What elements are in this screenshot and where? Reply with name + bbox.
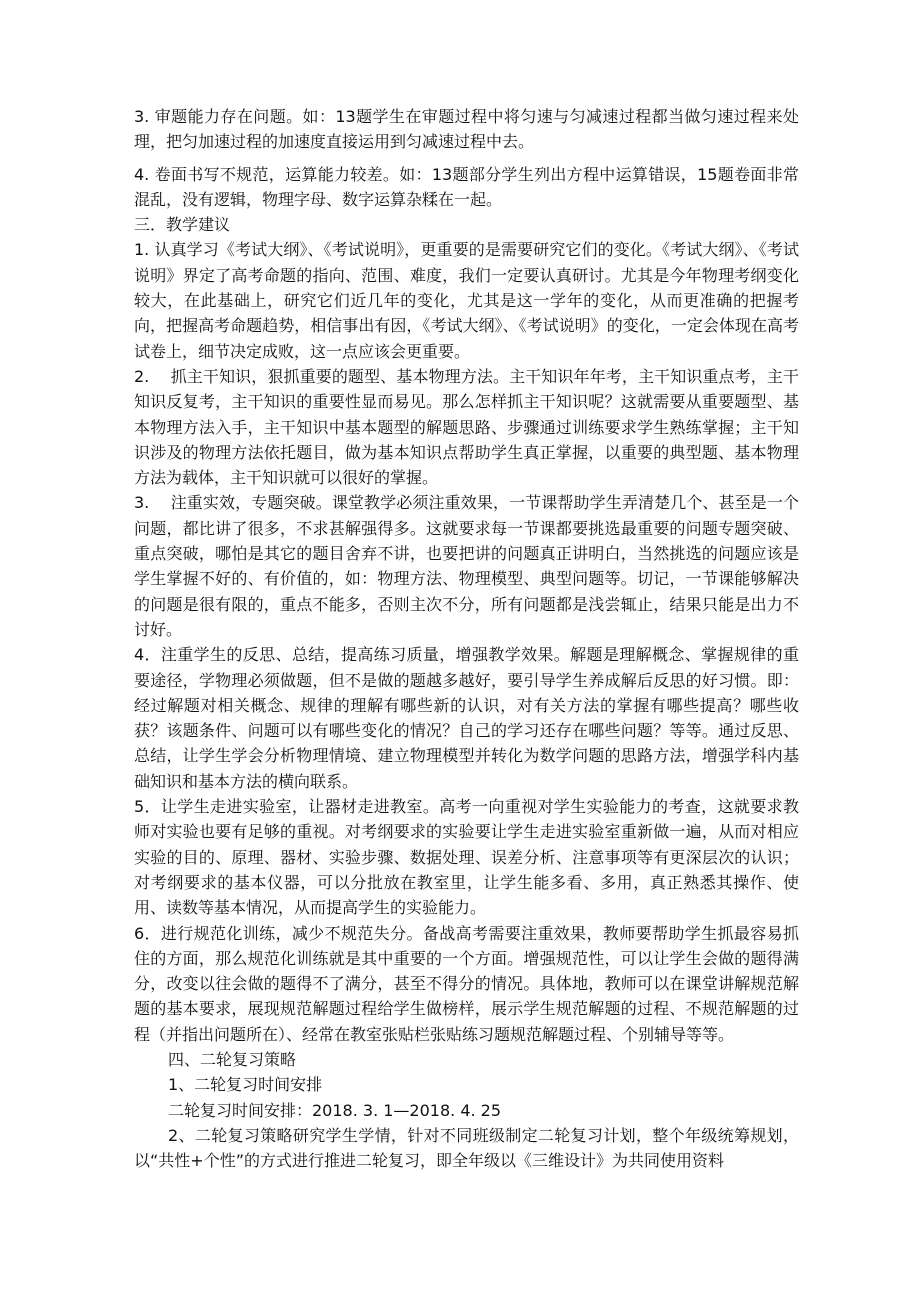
- subsection-1-heading: 1、二轮复习时间安排: [168, 1075, 323, 1095]
- document-page: [134, 104, 799, 1173]
- subsection-2-strategy-paragraph: 2、二轮复习策略研究学生学情，针对不同班级制定二轮复习计划，整个年级统筹规划，以“共性+个性”的方式进行推进二轮复习，即全年级以《三维设计》为共同使用资料: [134, 1125, 799, 1171]
- issue-4-writing-paragraph: 4. 卷面书写不规范，运算能力较差。如：13题部分学生列出方程中运算错误，15题卷面非常混乱，没有逻辑，物理字母、数字运算杂糅在一起。: [134, 164, 799, 209]
- suggestion-2-core-knowledge-paragraph: 2. 抓主干知识，狠抓重要的题型、基本物理方法。主干知识年年考，主干知识重点考，主干知识反复考，主干知识的重要性显而易见。那么怎样抓主干知识呢？这就需要从重要题型、基本物理方法入手，主干知识中基本题型的解题思路、步骤通过训练要求学生熟练掌握；主干知识涉及的物理方法依托题目，做为基本知识点帮助学生真正掌握，以重要的典型题、基本物理方法为载体，主干知识就可以很好的掌握。: [134, 366, 799, 488]
- suggestion-3-effectiveness-paragraph: 3. 注重实效，专题突破。课堂教学必须注重效果，一节课帮助学生弄清楚几个、甚至是一个问题，都比讲了很多，不求甚解强得多。这就要求每一节课都要挑选最重要的问题专题突破、重点突破，哪怕是其它的题目舍弃不讲，也要把讲的问题真正讲明白，当然挑选的问题应该是学生掌握不好的、有价值的，如：物理方法、物理模型、典型问题等。切记，一节课能够解决的问题是很有限的，重点不能多，否则主次不分，所有问题都是浅尝辄止，结果只能是出力不讨好。: [134, 493, 799, 639]
- suggestion-6-standardization-paragraph: 6．进行规范化训练，减少不规范失分。备战高考需要注重效果，教师要帮助学生抓最容易抓住的方面，那么规范化训练就是其中重要的一个方面。增强规范性，可以让学生会做的题得满分，改变以往会做的题得不了满分，甚至不得分的情况。具体地，教师可以在课堂讲解规范解题的基本要求，展现规范解题过程给学生做榜样，展示学生规范解题的过程、不规范解题的过程（并指出问题所在）、经常在教室张贴栏张贴练习题规范解题过程、个别辅导等等。: [134, 923, 799, 1044]
- issue-3-review-paragraph: 3. 审题能力存在问题。如：13题学生在审题过程中将匀速与匀减速过程都当做匀速过程来处理，把匀加速过程的加速度直接运用到匀减速过程中去。: [134, 107, 799, 152]
- section-three-heading: 三．教学建议: [134, 215, 231, 235]
- subsection-1-schedule: 二轮复习时间安排：2018. 3. 1—2018. 4. 25: [168, 1100, 502, 1120]
- section-four-heading: 四、二轮复习策略: [168, 1049, 297, 1069]
- suggestion-1-syllabus-paragraph: 1. 认真学习《考试大纲》、《考试说明》，更重要的是需要研究它们的变化。《考试大纲》、《考试说明》界定了高考命题的指向、范围、难度，我们一定要认真研讨。尤其是今年物理考纲变化较大，在此基础上，研究它们近几年的变化，尤其是这一学年的变化，从而更准确的把握考向，把握高考命题趋势，相信事出有因，《考试大纲》、《考试说明》的变化，一定会体现在高考试卷上，细节决定成败，这一点应该会更重要。: [134, 240, 799, 361]
- suggestion-4-reflection-paragraph: 4．注重学生的反思、总结，提高练习质量，增强教学效果。解题是理解概念、掌握规律的重要途径，学物理必须做题，但不是做的题越多越好，要引导学生养成解后反思的好习惯。即：经过解题对相关概念、规律的理解有哪些新的认识，对有关方法的掌握有哪些提高？哪些收获？该题条件、问题可以有哪些变化的情况？自己的学习还存在哪些问题？等等。通过反思、总结，让学生学会分析物理情境、建立物理模型并转化为数学问题的思路方法，增强学科内基础知识和基本方法的横向联系。: [134, 645, 799, 791]
- suggestion-5-laboratory-paragraph: 5．让学生走进实验室，让器材走进教室。高考一向重视对学生实验能力的考查，这就要求教师对实验也要有足够的重视。对考纲要求的实验要让学生走进实验室重新做一遍，从而对相应实验的目的、原理、器材、实验步骤、数据处理、误差分析、注意事项等有更深层次的认识；对考纲要求的基本仪器，可以分批放在教室里，让学生能多看、多用，真正熟悉其操作、使用、读数等基本情况，从而提高学生的实验能力。: [134, 797, 799, 918]
